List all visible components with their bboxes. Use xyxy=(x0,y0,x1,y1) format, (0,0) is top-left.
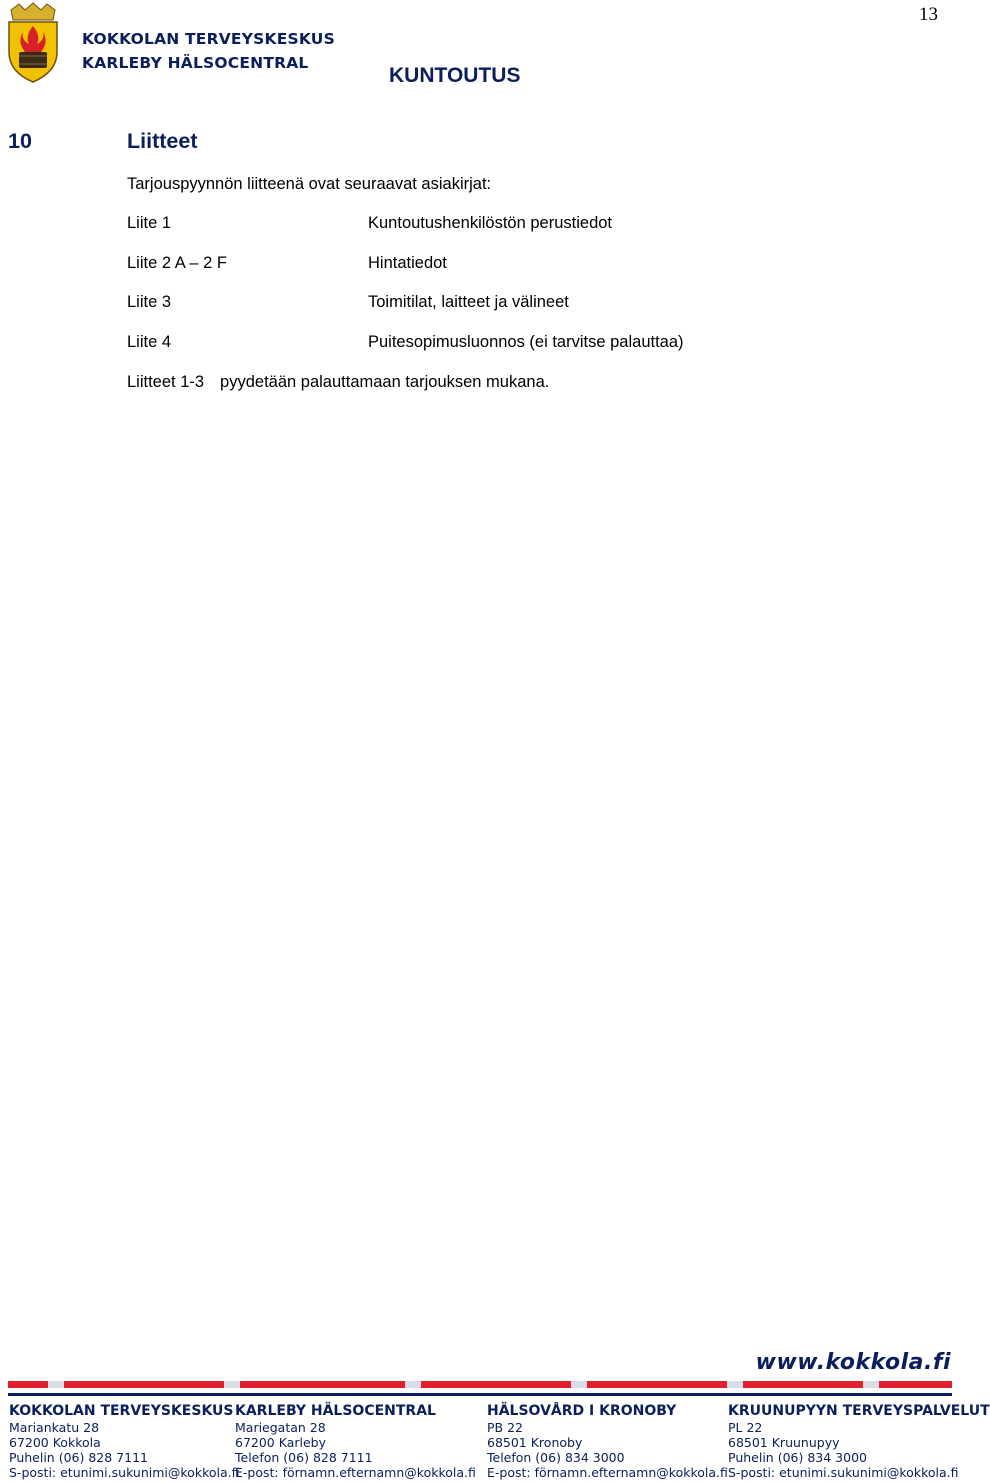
footer-contact-kokkola xyxy=(9,1402,240,1480)
footer-postal: 67200 Karleby xyxy=(235,1435,327,1450)
website-url: www.kokkola.fi xyxy=(755,1350,951,1375)
footer-divider xyxy=(8,1393,952,1396)
section-heading: KUNTOUTUS xyxy=(389,64,521,87)
footer-email: S-posti: etunimi.sukunimi@kokkola.fi xyxy=(728,1465,959,1480)
footer-contact-kruunupyy xyxy=(728,1402,990,1480)
footer-contact-karleby xyxy=(235,1402,476,1480)
organization-names xyxy=(82,27,335,75)
footer-phone: Telefon (06) 828 7111 xyxy=(235,1450,373,1465)
org-name-swedish: KARLEBY HÄLSOCENTRAL xyxy=(82,54,309,72)
footer-postal: 68501 Kronoby xyxy=(487,1435,583,1450)
footer-org-name: KRUUNUPYYN TERVEYSPALVELUT xyxy=(728,1403,990,1419)
closing-text: pyydetään palauttamaan tarjouksen mukana. xyxy=(220,373,550,391)
footer-postal: 67200 Kokkola xyxy=(9,1435,101,1450)
closing-note xyxy=(127,373,549,392)
chapter-number: 10 xyxy=(8,129,32,153)
footer-phone: Telefon (06) 834 3000 xyxy=(487,1450,625,1465)
attachment-label: Liite 4 xyxy=(127,333,172,351)
footer-phone: Puhelin (06) 834 3000 xyxy=(728,1450,867,1465)
footer-email: E-post: förnamn.efternamn@kokkola.fi xyxy=(235,1465,476,1480)
attachment-label: Liite 2 A – 2 F xyxy=(127,254,227,272)
footer-address: Mariankatu 28 xyxy=(9,1420,100,1435)
intro-text: Tarjouspyynnön liitteenä ovat seuraavat asiakirjat: xyxy=(127,175,492,193)
closing-label: Liitteet 1-3 xyxy=(127,373,205,391)
footer-email: S-posti: etunimi.sukunimi@kokkola.fi xyxy=(9,1465,240,1480)
attachment-label: Liite 3 xyxy=(127,293,172,311)
footer-address: PB 22 xyxy=(487,1420,523,1435)
coat-of-arms-icon xyxy=(5,2,61,84)
footer-stripe-bar xyxy=(8,1381,952,1388)
attachment-description: Kuntoutushenkilöstön perustiedot xyxy=(368,214,613,232)
attachment-row xyxy=(127,254,887,276)
attachment-description: Hintatiedot xyxy=(368,254,447,272)
attachment-description: Puitesopimusluonnos (ei tarvitse palauttaa) xyxy=(368,333,684,351)
org-name-finnish: KOKKOLAN TERVEYSKESKUS xyxy=(82,30,335,48)
attachment-row xyxy=(127,333,887,355)
footer-postal: 68501 Kruunupyy xyxy=(728,1435,840,1450)
footer-email: E-post: förnamn.efternamn@kokkola.fi xyxy=(487,1465,728,1480)
footer-org-name: KOKKOLAN TERVEYSKESKUS xyxy=(9,1403,234,1419)
footer-org-name: HÄLSOVÅRD I KRONOBY xyxy=(487,1403,677,1419)
footer-contact-kronoby xyxy=(487,1402,728,1480)
footer-address: PL 22 xyxy=(728,1420,763,1435)
attachment-row xyxy=(127,214,887,236)
attachment-description: Toimitilat, laitteet ja välineet xyxy=(368,293,569,311)
attachment-row xyxy=(127,293,887,315)
footer-phone: Puhelin (06) 828 7111 xyxy=(9,1450,148,1465)
attachment-label: Liite 1 xyxy=(127,214,172,232)
chapter-title-text: Liitteet xyxy=(127,129,198,153)
footer-address: Mariegatan 28 xyxy=(235,1420,326,1435)
page-number: 13 xyxy=(919,4,938,25)
footer-org-name: KARLEBY HÄLSOCENTRAL xyxy=(235,1403,436,1419)
